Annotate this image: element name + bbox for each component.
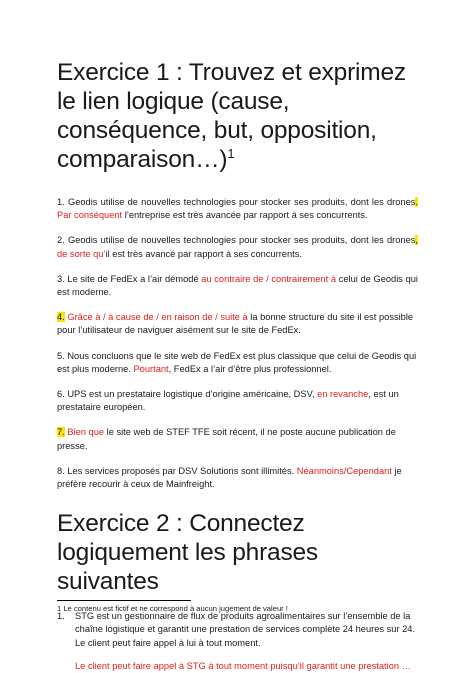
exercise-1-title: Exercice 1 : Trouvez et exprimez le lien logique (cause, conséquence, but, opposition, comparaison…)$^1$ — [57, 59, 406, 173]
exercise-1-list — [57, 196, 418, 491]
footnote-divider — [57, 600, 191, 601]
list-item: 8. Les services proposés par DSV Solutions sont illimités. Néanmoins/Cependant je préfère recourir à ceux de Mainfreight. — [57, 465, 402, 490]
exercise-2-answer: Le client peut faire appel à STG à tout moment puisqu’il garantit une prestation … — [75, 660, 411, 671]
list-item: 4. Grâce à / à cause de / en raison de / suite à la bonne structure du site il est possible pour l’utilisateur de naviguer aisément sur le site de FedEx. — [57, 312, 414, 336]
list-item: 2. Geodis utilise de nouvelles technologies pour stocker ses produits, dont les drones, de sorte qu’il est très avancé par rapport à ses concurrents. — [57, 235, 418, 259]
exercise-2-title: Exercice 2 : Connectez logiquement les phrases suivantes — [57, 510, 318, 596]
footnote-ref: 1 — [227, 145, 235, 161]
footnote: 1 Le contenu est fictif et ne correspond à aucun jugement de valeur ! — [57, 604, 288, 613]
list-number: 1. — [57, 611, 65, 622]
list-item: 6. UPS est un prestataire logistique d’origine américaine, DSV, en revanche, est un prestataire européen. — [57, 389, 399, 413]
exercise-2-list — [57, 610, 418, 673]
list-item: 1. Geodis utilise de nouvelles technologies pour stocker ses produits, dont les drones. Par conséquent l’entreprise est très avancée par rapport à ses concurrents. — [57, 197, 418, 221]
exercise-2-sentence: STG est un gestionnaire de flux de produits agroalimentaires sur l’ensemble de la chaîne logistique et garantit une prestation de services complète 24 heures sur 24. Le client peut faire appel à lui à tout moment. — [75, 611, 416, 648]
list-item: 5. Nous concluons que le site web de FedEx est plus classique que celui de Geodis qui est plus moderne. Pourtant, FedEx a l’air d’être plus professionnel. — [57, 350, 417, 374]
list-item: 7. Bien que le site web de STEF TFE soit récent, il ne poste aucune publication de presse. — [57, 427, 396, 451]
list-item: 3. Le site de FedEx a l’air démodé au contraire de / contrairement à celui de Geodis qui est moderne. — [57, 273, 418, 298]
list-item — [57, 610, 418, 673]
